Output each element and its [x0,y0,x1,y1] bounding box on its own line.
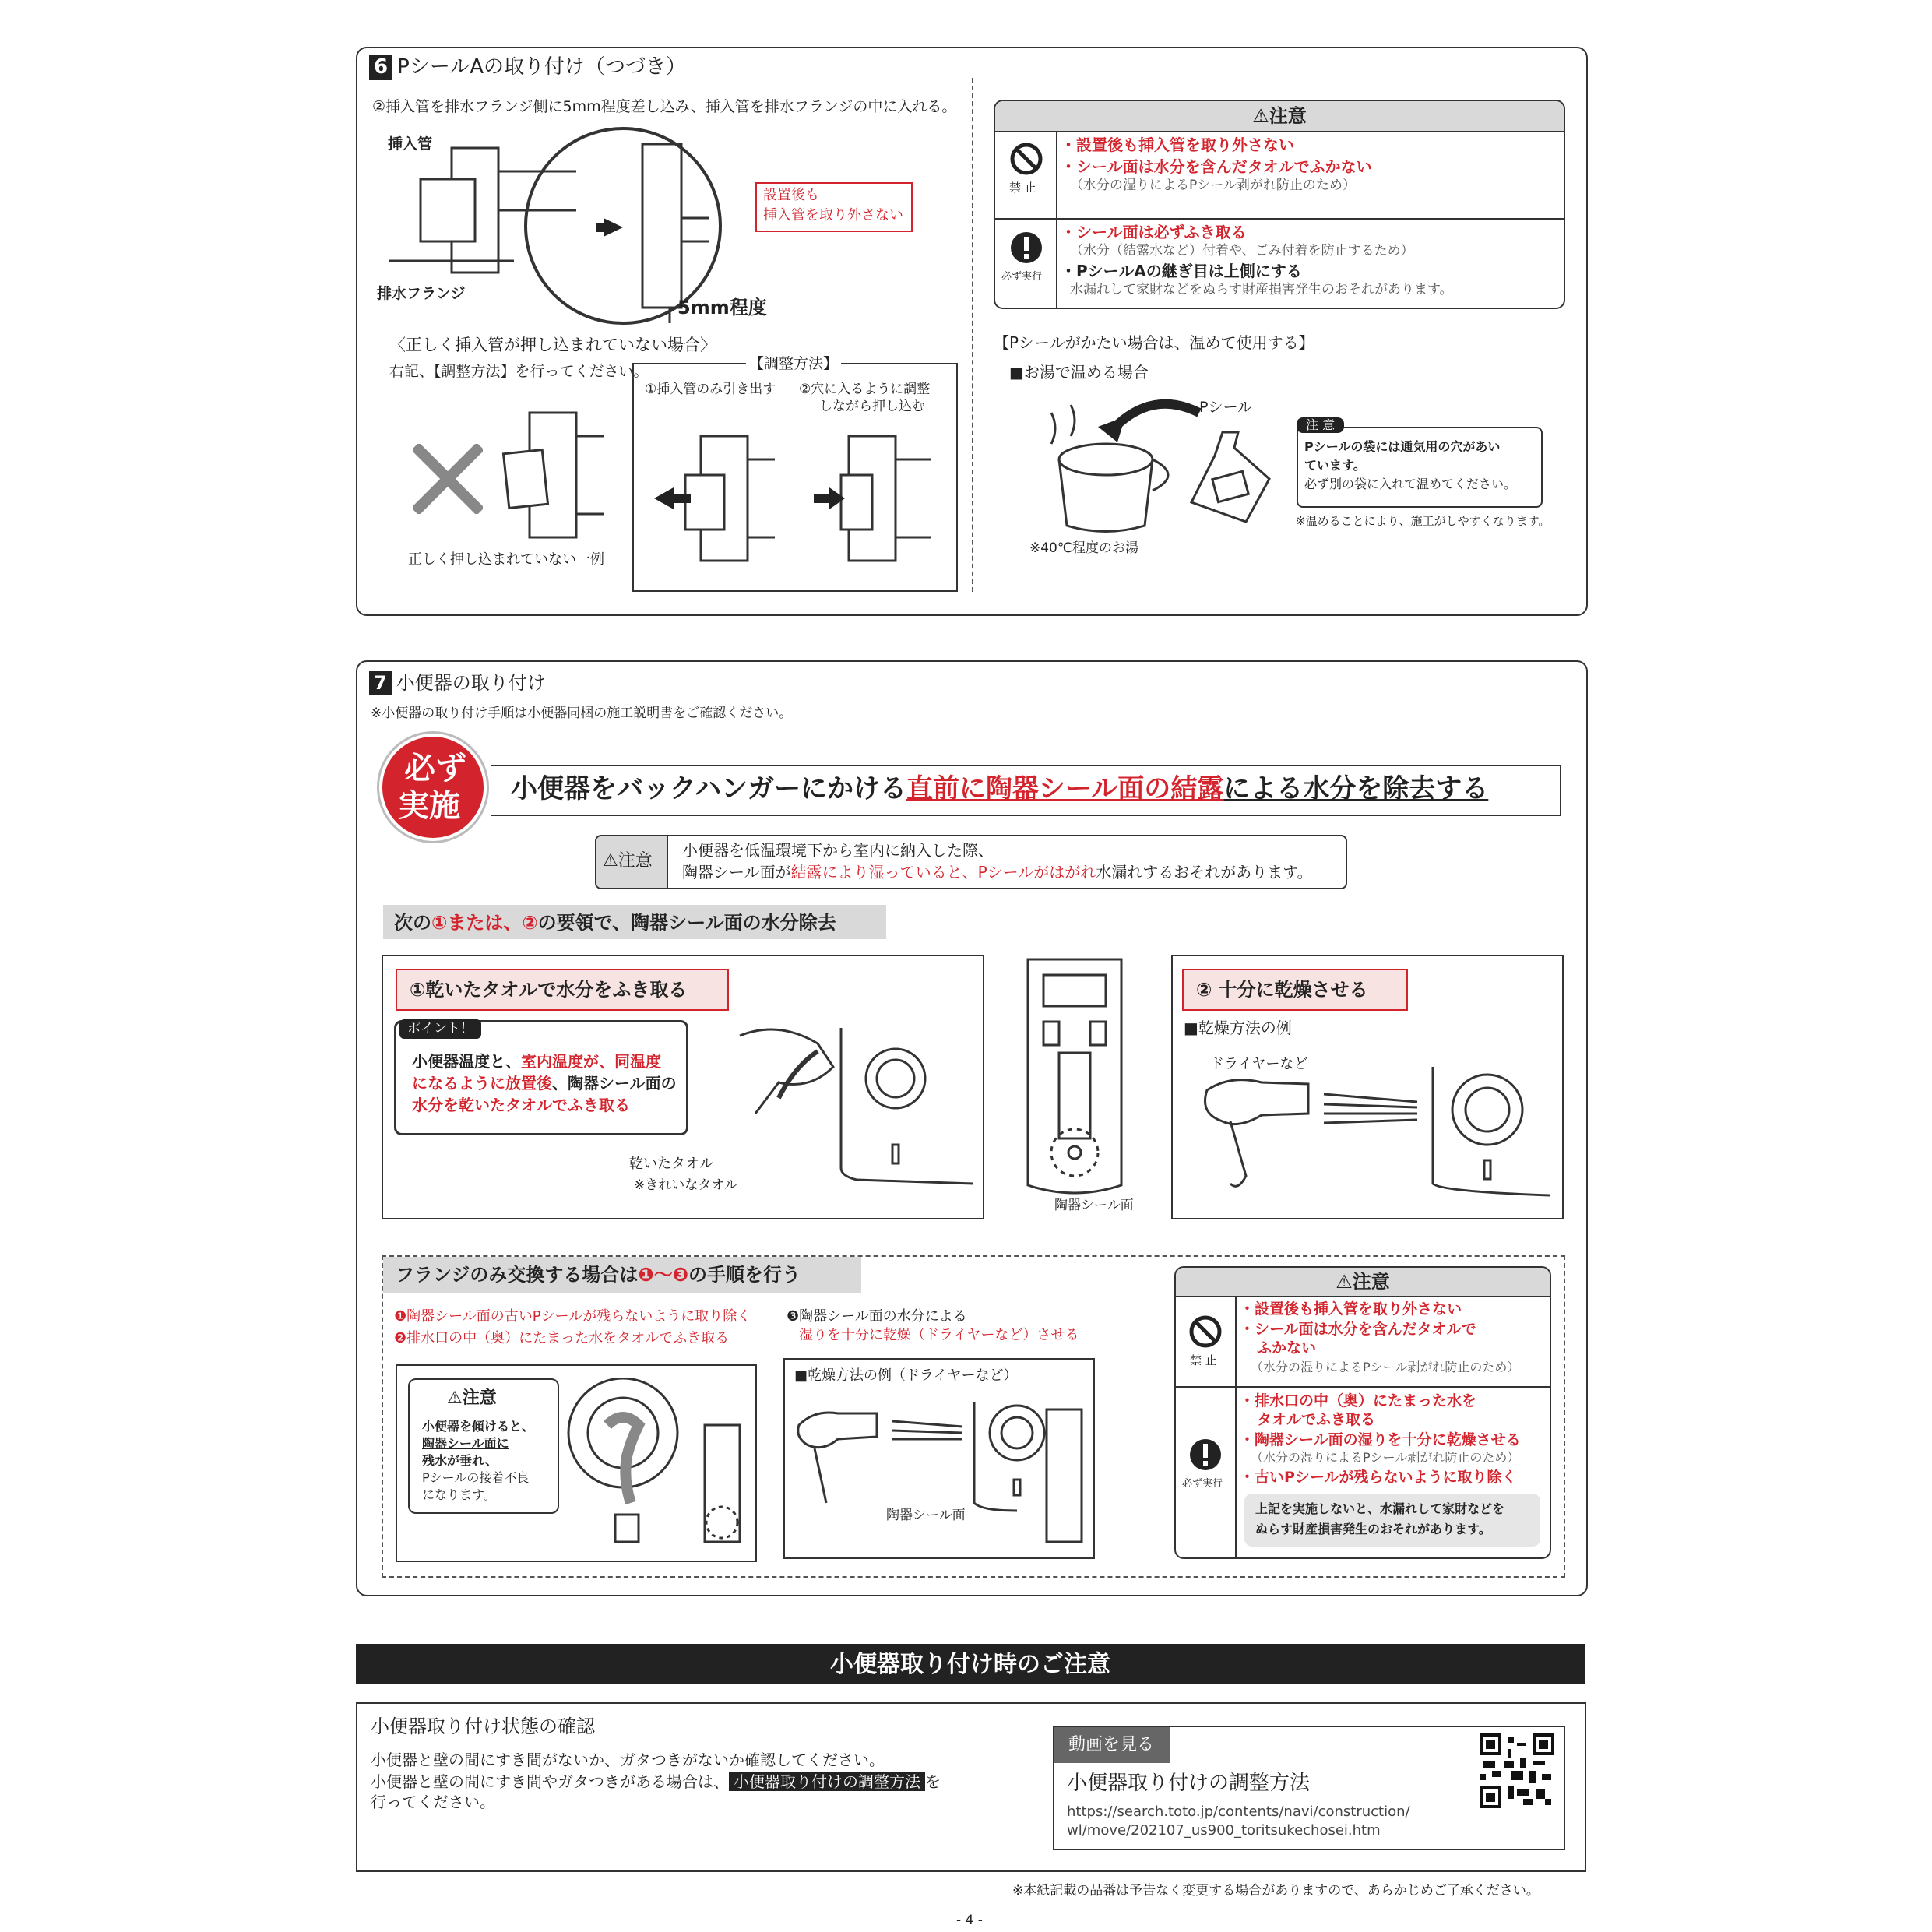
prohibit-item-2: ・シール面は水分を含んだタオルでふかない [1061,157,1372,176]
point-line-3: 水分を乾いたタオルでふき取る [412,1096,630,1114]
option-1-title: ①乾いたタオルで水分をふき取る [410,979,688,1001]
point-line-1a: 小便器温度と、 [412,1052,521,1071]
point-line-1b: 室内温度が、同温度 [521,1052,661,1071]
step-1b: 古いPシールが残らないように取り除く [504,1308,751,1325]
point-line-2a: になるように放置後 [412,1074,552,1093]
notice-subtitle: 小便器取り付け状態の確認 [371,1716,595,1737]
video-url-2[interactable]: wl/move/202107_us900_toritsukechosei.htm [1067,1822,1381,1839]
must-item-1: ・シール面は必ずふき取る [1061,223,1247,241]
must-item-2-sub: （水分の湿りによるPシール剥がれ防止のため） [1251,1450,1520,1465]
section-7-heading [369,671,546,695]
hot-water-note: ※40℃程度のお湯 [1029,540,1138,556]
method-c: の要領で、陶器シール面の水分除去 [537,912,836,934]
adjust-diagram-1 [646,428,779,568]
seal-face-label-2: 陶器シール面 [886,1508,966,1523]
dry-example: ■乾燥方法の例 [1184,1019,1292,1037]
section-6-heading [369,55,686,80]
section-7-ref: ※小便器の取り付け手順は小便器同梱の施工説明書をご確認ください。 [371,706,793,721]
divider-dashed [972,78,973,592]
caution-foot-2: ぬらす財産損害発生のおそれがあります。 [1255,1522,1491,1536]
seal-face-label: 陶器シール面 [1054,1198,1134,1213]
caution-foot-1: 上記を実施しないと、水漏れして家財などを [1255,1501,1505,1516]
page-number: - 4 - [956,1913,983,1928]
inner-caution-box [408,1378,559,1514]
prohibit-label: 禁 止 [1190,1353,1217,1367]
method-b: ①または、② [431,912,538,934]
label-pipe: 挿入管 [388,135,433,153]
banner-text [511,772,1488,806]
dryer-illustration-2 [791,1394,1087,1550]
video-tag [1054,1727,1170,1763]
caution-divider-v [1235,1296,1237,1557]
flange-heading [396,1263,801,1286]
notice-line-1: 小便器と壁の間にすき間がないか、ガタつきがないか確認してください。 [371,1751,885,1769]
pseal-label: Pシール [1199,399,1253,416]
caution-panel-7 [1174,1266,1551,1559]
must-badge [379,734,487,841]
label-5mm: 5mm程度 [677,297,767,318]
section-title: 小便器の取り付け [396,672,546,694]
inner-line-1: 小便器を傾けると、 [422,1419,535,1434]
caution-panel-6 [994,100,1565,309]
towel-wipe-illustration [732,1020,981,1207]
prohibit-item-2b: ふかない [1257,1339,1317,1357]
section-number: 7 [369,671,392,695]
small-note-line-1: Pシールの袋には通気用の穴があい [1304,439,1501,454]
notice-line-3: 行ってください。 [371,1793,495,1811]
water-drip-illustration [561,1378,748,1554]
must-icon [1009,231,1043,265]
flange-step-2: ❷排水口の中（奥）にたまった水をタオルでふき取る [394,1330,730,1346]
warn-line-1: 小便器を低温環境下から室内に納入した際、 [682,841,994,860]
dryer-illustration [1191,1067,1557,1207]
adjust-method-link[interactable]: 小便器取り付けの調整方法 [729,1772,925,1791]
warn-box [595,835,1347,889]
adjust-title: 【調整方法】 [746,355,841,374]
towel-sub: ※きれいなタオル [634,1177,738,1193]
prohibit-item-1: ・設置後も挿入管を取り外さない [1240,1300,1462,1318]
option-2-title: ② 十分に乾燥させる [1196,979,1368,1001]
note-line-1: 設置後も [763,187,819,203]
dry-example-2: ■乾燥方法の例（ドライヤーなど） [794,1367,1018,1384]
small-note-box [1297,417,1543,508]
point-tag: ポイント！ [399,1019,481,1039]
flange-step-3b: 湿りを十分に乾燥（ドライヤーなど）させる [799,1327,1079,1343]
must-item-3: ・古いPシールが残らないように取り除く [1240,1469,1517,1486]
step-1a: ❶陶器シール面の [394,1308,505,1325]
inner-line-5: になります。 [422,1487,496,1502]
banner-part-a: 小便器をバックハンガーにかける [511,773,906,804]
warn-line-2c: 水漏れするおそれがあります。 [1096,863,1313,882]
video-url-1[interactable]: https://search.toto.jp/contents/navi/construction/ [1067,1804,1410,1820]
note-box [755,182,913,232]
adjust-step-1: ①挿入管のみ引き出す [645,382,776,397]
must-label: 必ず実行 [1182,1478,1223,1490]
incorrect-diagram [498,405,607,545]
option-2-title-box [1182,969,1408,1011]
flange-head-b: ❶〜❸ [638,1264,689,1286]
small-note-line-2: ています。 [1304,458,1366,473]
prohibit-item-1: ・設置後も挿入管を取り外さない [1061,135,1294,154]
warm-note: ※温めることにより、施工がしやすくなります。 [1296,514,1550,528]
flange-head-a: フランジのみ交換する場合は [396,1264,639,1286]
point-line-1 [412,1052,661,1072]
notice-line-2 [371,1772,941,1792]
x-caption: 正しく押し込まれていない一例 [408,551,604,568]
caution-footer-box [1244,1494,1540,1547]
warm-heading: 【Pシールがかたい場合は、温めて使用する】 [994,333,1314,352]
adjust-step-2b: しながら押し込む [819,399,925,414]
method-heading [394,911,836,934]
badge-line-2: 実施 [398,788,460,824]
warn-label: ⚠注意 [603,851,653,871]
point-line-2 [412,1074,677,1093]
prohibit-item-2a: ・シール面は水分を含んだタオルで [1240,1321,1476,1338]
must-item-1-sub: （水分（結露水など）付着や、ごみ付着を防止するため） [1070,243,1414,259]
banner-part-b: 直前に陶器シール面の結露 [906,773,1224,804]
incorrect-text: 右記、【調整方法】を行ってください。 [389,363,649,380]
pseal-bag-icon [1184,424,1285,526]
caution-divider-h [1176,1386,1550,1388]
notice-banner [356,1644,1585,1684]
caution-title: ⚠注意 [995,101,1564,132]
notice-line-2a: 小便器と壁の間にすき間やガタつきがある場合は、 [371,1772,729,1791]
prohibit-label: 禁 止 [1009,181,1036,195]
must-label: 必ず実行 [1001,271,1043,283]
towel-label: 乾いたタオル [629,1156,713,1172]
dryer-label: ドライヤーなど [1210,1056,1308,1072]
caution-title: ⚠注意 [1176,1268,1550,1297]
point-box [394,1020,688,1135]
method-a: 次の [394,912,431,934]
must-item-1a: ・排水口の中（奥）にたまった水を [1240,1392,1477,1409]
must-item-2-sub: 水漏れして家財などをぬらす財産損害発生のおそれがあります。 [1070,282,1453,297]
banner-part-c: による水分を除去する [1223,773,1489,804]
prohibit-icon [1009,142,1043,176]
footer-disclaimer: ※本紙記載の品番は予告なく変更する場合がありますので、あらかじめご了承ください。 [1012,1883,1540,1899]
notice-line-2c: を [925,1772,941,1791]
must-item-2: ・陶器シール面の湿りを十分に乾燥させる [1240,1431,1521,1448]
inner-line-4: Pシールの接着不良 [422,1470,530,1485]
step-2-text: ②挿入管を排水フランジ側に5mm程度差し込み、挿入管を排水フランジの中に入れる。 [372,98,957,115]
small-note-line-3: 必ず別の袋に入れて温めてください。 [1304,477,1517,491]
flange-step-1 [394,1308,751,1326]
warm-sub: ■お湯で温める場合 [1009,363,1149,382]
flange-head-c: の手順を行う [688,1264,801,1286]
option-1-title-box [396,969,729,1011]
section-number: 6 [369,55,392,80]
video-title[interactable]: 小便器取り付けの調整方法 [1067,1772,1311,1795]
inner-caution-title: ⚠注意 [447,1388,497,1408]
prohibit-icon [1188,1314,1223,1349]
warn-line-2b: 結露により湿っていると、Pシールがはがれ [790,863,1096,882]
prohibit-sub: （水分の湿りによるPシール剥がれ防止のため） [1070,178,1356,193]
caution-divider-h [995,218,1564,220]
point-line-2b: 、陶器シール面の [552,1074,677,1093]
x-mark-icon [413,444,483,514]
flange-step-3a: ❸陶器シール面の水分による [787,1308,967,1325]
must-item-1b: タオルでふき取る [1257,1411,1376,1428]
qr-code-icon[interactable] [1480,1733,1554,1808]
video-tag-text: 動画を見る [1068,1735,1155,1754]
small-note-title: 注 意 [1297,417,1344,433]
section-title: PシールAの取り付け（つづき） [397,55,687,79]
prohibit-sub: （水分の湿りによるPシール剥がれ防止のため） [1251,1360,1520,1374]
inner-line-2: 陶器シール面に [422,1436,509,1451]
adjust-diagram-2 [802,428,934,568]
warn-line-2a: 陶器シール面が [682,863,791,882]
note-line-2: 挿入管を取り外さない [763,207,903,223]
notice-banner-title: 小便器取り付け時のご注意 [830,1651,1110,1678]
must-icon [1188,1438,1223,1472]
urinal-front-illustration [1012,952,1137,1201]
warn-line-2 [682,863,1313,882]
badge-line-1: 必ず [404,751,466,787]
label-flange: 排水フランジ [377,285,466,302]
inner-line-3: 残水が垂れ、 [422,1453,498,1468]
adjust-step-2a: ②穴に入るように調整 [799,382,931,397]
incorrect-heading: 〈正しく挿入管が押し込まれていない場合〉 [389,336,716,354]
must-item-2: ・PシールAの継ぎ目は上側にする [1061,262,1302,280]
